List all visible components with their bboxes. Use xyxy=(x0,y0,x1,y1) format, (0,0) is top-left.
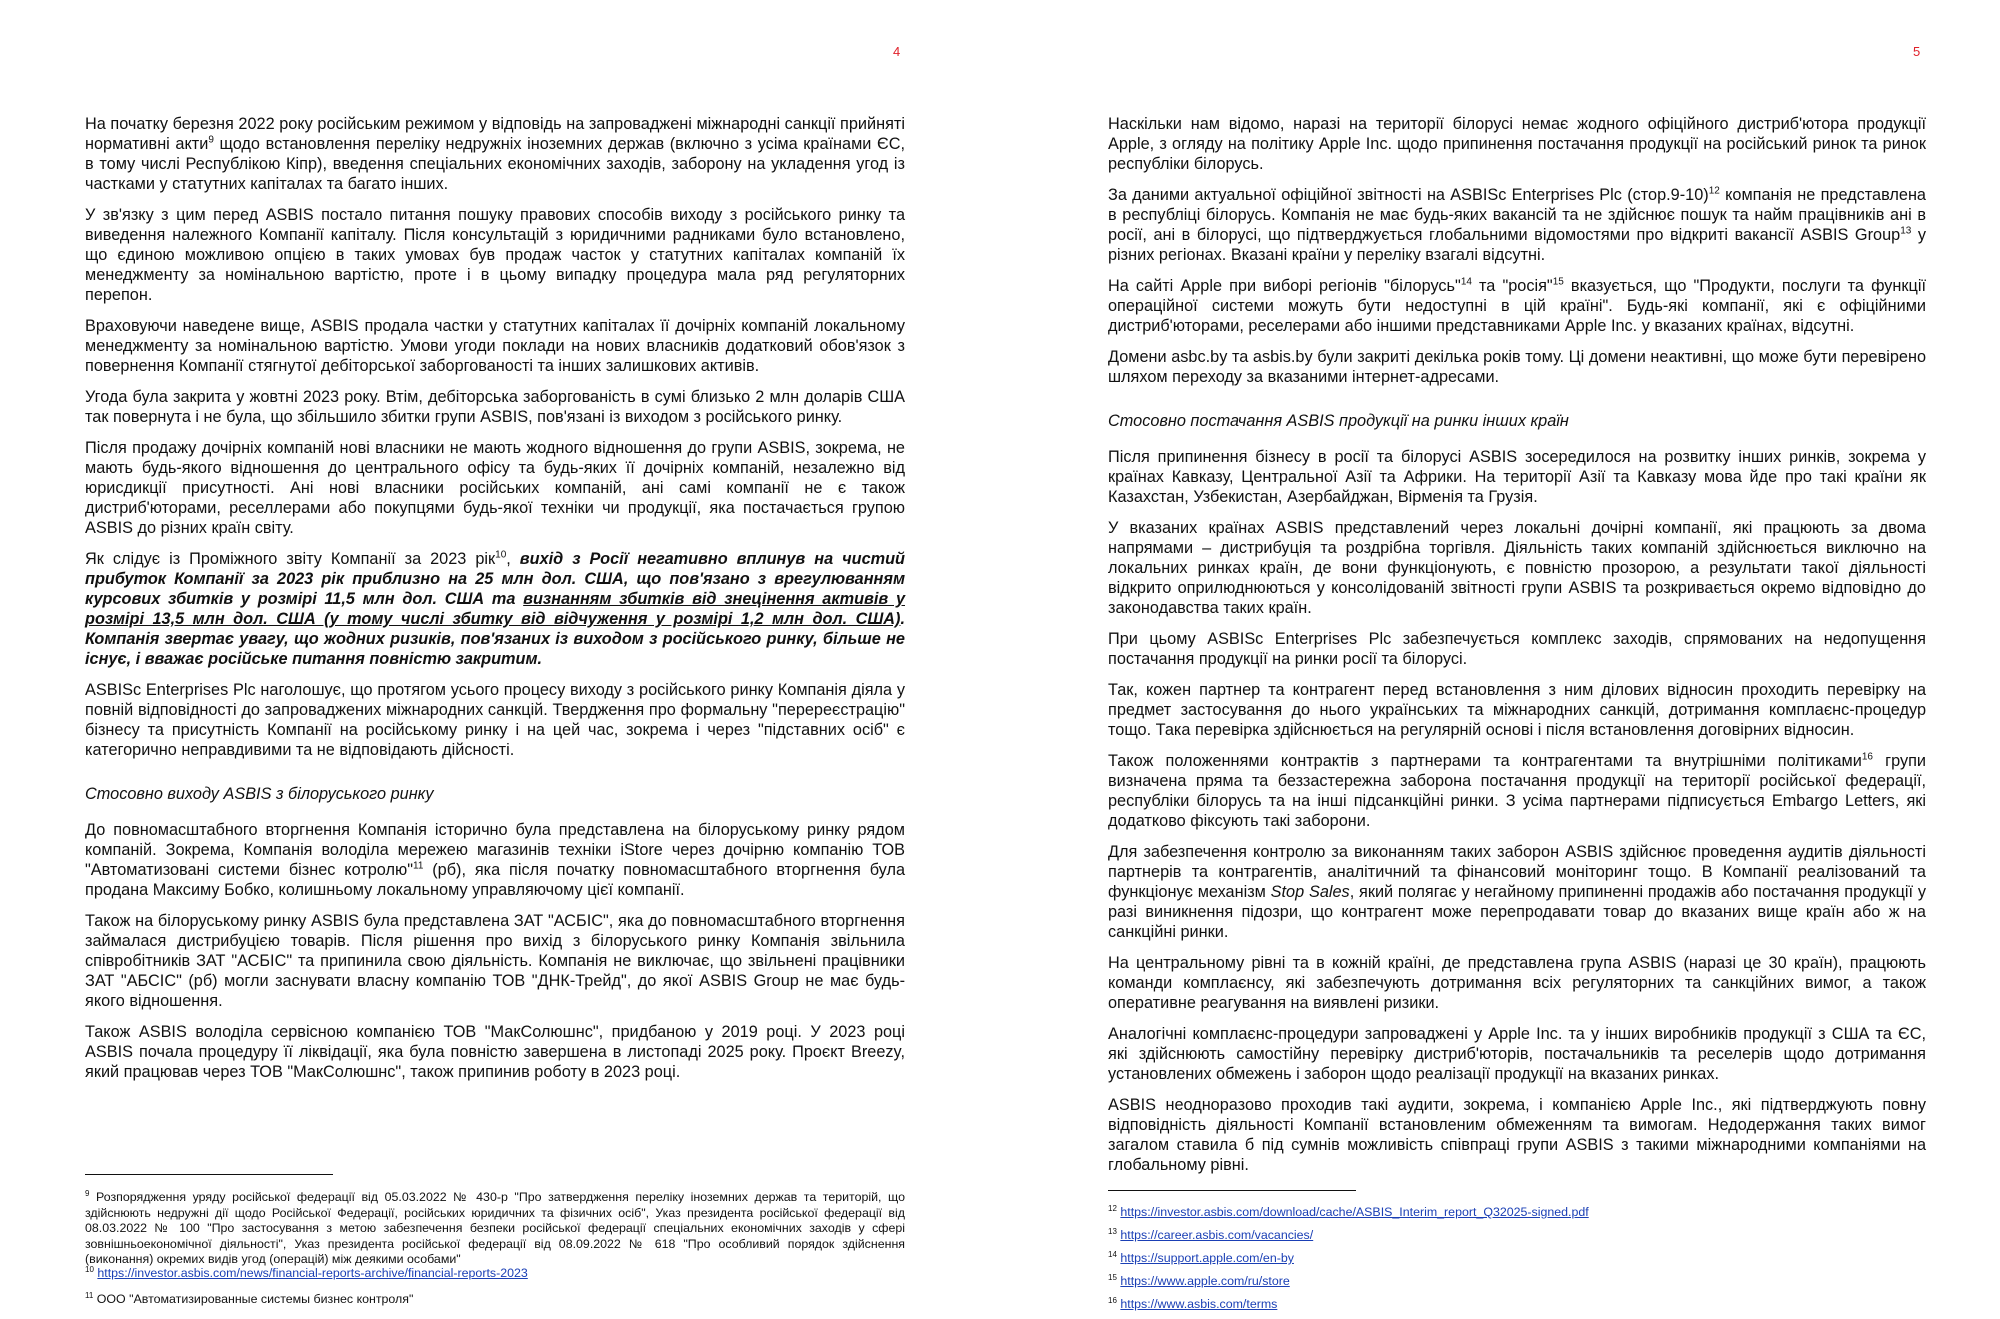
paragraph: Як слідує із Проміжного звіту Компанії за 2023 рік$^{10}$, вихід з Росії негативно вплинув на чистий прибуток Компанії за 2023 рік приблизно на 25 млн дол. США, що пов'язано з врегулюванням курсових збитків у розмірі 11,5 млн дол. США та визнанням збитків від знецінення активів у розмірі 13,5 млн дол. США (у тому числі збитку від відчуження у розмірі 1,2 млн дол. США). Компанія звертає увагу, що жодних ризиків, пов'язаних із виходом з російського ринку, більше не існує, і вважає російське питання повністю закритим. xyxy=(85,549,905,668)
section-heading: Стосовно постачання ASBIS продукції на ринки інших країн xyxy=(1108,412,1569,430)
paragraph: При цьому ASBISc Enterprises Plc забезпечується комплекс заходів, спрямованих на недопущення постачання продукції на ринки росії та білорусі. xyxy=(1108,630,1926,668)
paragraph: На центральному рівні та в кожній країні, де представлена група ASBIS (наразі це 30 країн), працюють команди комплаєнсу, які забезпечують дотримання всіх регуляторних та санкційних вимог, а також оперативне реагування на виявлені ризики. xyxy=(1108,954,1926,1012)
footnote-16: $^{16}$ https://www.asbis.com/terms xyxy=(1108,1295,1278,1311)
footnote-ref[interactable]: 14 xyxy=(1460,276,1472,288)
footnote-link[interactable]: https://www.apple.com/ru/store xyxy=(1120,1274,1290,1288)
footnote-link[interactable]: https://career.asbis.com/vacancies/ xyxy=(1120,1228,1314,1242)
paragraph: Аналогічні комплаєнс-процедури запроваджені у Apple Inc. та у інших виробників продукції з США та ЄС, які здійснюють самостійну перевірку дистриб'юторів, постачальників та реселерів щодо дотримання установлених обмежень і заборон щодо реалізації продукції на вказаних ринках. xyxy=(1108,1025,1926,1083)
paragraph: ASBISc Enterprises Plc наголошує, що протягом усього процесу виходу з російського ринку Компанія діяла у повній відповідності до запроваджених міжнародних санкцій. Твердження про формальну "перереєстрацію" бізнесу та присутність Компанії на російському ринку і на цей час, зокрема і через "підставних осіб" є категорично неправдивими та не відповідають дійсності. xyxy=(85,681,905,759)
footnote-11: $^{11}$ ООО "Автоматизированные системы бизнес контроля" xyxy=(85,1290,414,1306)
paragraph: На початку березня 2022 року російським режимом у відповідь на запроваджені міжнародні санкції прийняті нормативні акти$^9$ щодо встановлення переліку недружніх іноземних держав (включно з усіма країнами ЄС, в тому числі Республікою Кіпр), введення спеціальних економічних заходів, заборону на укладення угод із частками у статутних капіталах та багато інших. xyxy=(85,115,905,193)
footnote-separator xyxy=(1108,1190,1356,1191)
footnote-ref[interactable]: 13 xyxy=(1900,225,1912,237)
page-body xyxy=(1108,114,1926,1186)
paragraph: У вказаних країнах ASBIS представлений через локальні дочірні компанії, які працюють за двома напрямами – дистрибуція та роздрібна торгівля. Діяльність таких компаній здійснюється виключно на локальних ринках країн, де вони функціонують, є повністю прозорою, а результати такої діяльності відкрито оприлюднюються у консолідованій звітності групи ASBIS та розкривається окремо відповідно до законодавства таких країн. xyxy=(1108,519,1926,617)
footnote-13: $^{13}$ https://career.asbis.com/vacancies/ xyxy=(1108,1226,1314,1242)
footnote-separator xyxy=(85,1174,333,1175)
paragraph: Також положеннями контрактів з партнерами та контрагентами та внутрішніми політиками$^{16}$ групи визначена пряма та беззастережна заборона постачання продукції на території російської федерації, республіки білорусь та на інші підсанкційні ринки. З усіма партнерами підписується Embargo Letters, які додатково фіксують такі заборони. xyxy=(1108,751,1926,830)
footnote-ref[interactable]: 12 xyxy=(1708,185,1720,197)
paragraph: Домени asbc.by та asbis.by були закриті декілька років тому. Ці домени неактивні, що може бути перевірено шляхом переходу за вказаними інтернет-адресами. xyxy=(1108,348,1926,386)
paragraph: Після продажу дочірніх компаній нові власники не мають жодного відношення до групи ASBIS, зокрема, не мають будь-якого відношення до центрального офісу та будь-яких її дочірніх компаній, незалежно від юрисдикції присутності. Ані нові власники російських компаній, ані самі компанії не є також дистриб'юторами, реселлерами або покупцями будь-якої техніки чи продукції, яка постачається групою ASBIS до різних країн світу. xyxy=(85,439,905,537)
paragraph: На сайті Apple при виборі регіонів "білорусь"$^{14}$ та "росія"$^{15}$ вказується, що "Продукти, послуги та функції операційної системи можуть бути недоступні в цій країні". Будь-які компанії, які є офіційними дистриб'юторами, реселерами або іншими представниками Apple Inc. у вказаних країнах, відсутні. xyxy=(1108,276,1926,335)
paragraph: Також ASBIS володіла сервісною компанією ТОВ "МакСолюшнс", придбаною у 2019 році. У 2023 році ASBIS почала процедуру її ліквідації, яка була повністю завершена в листопаді 2025 року. Проєкт Breezy, який працював через ТОВ "МакСолюшнс", також припинив роботу в 2023 році. xyxy=(85,1023,905,1081)
paragraph: За даними актуальної офіційної звітності на ASBISc Enterprises Plc (стор.9-10)$^{12}$ компанія не представлена в республіці білорусь. Компанія не має будь-яких вакансій та не здійснює пошук та найм працівників ані в росії, ані в білорусі, що підтверджується глобальними відомостями про відкриті вакансії ASBIS Group$^{13}$ у різних регіонах. Вказані країни у переліку взагалі відсутні. xyxy=(1108,185,1926,264)
paragraph: Після припинення бізнесу в росії та білорусі ASBIS зосередилося на розвитку інших ринків, зокрема у країнах Кавказу, Центральної Азії та Африки. На території Азії та Кавказу мова йде про такі країни як Казахстан, Узбекистан, Азербайджан, Вірменія та Грузія. xyxy=(1108,448,1926,506)
footnote-ref[interactable]: 10 xyxy=(495,549,507,561)
paragraph: У зв'язку з цим перед ASBIS постало питання пошуку правових способів виходу з російського ринку та виведення належного Компанії капіталу. Після консультацій з юридичними радниками було встановлено, що єдиною можливою опцією в таких умовах був продаж часток у статутних капіталах компаній їх менеджменту за номінальною вартістю, проте і в цьому випадку процедура мала ряд регуляторних перепон. xyxy=(85,206,905,304)
footnote-10: $^{10}$ https://investor.asbis.com/news/financial-reports-archive/financial-reports-2023 xyxy=(85,1264,528,1280)
footnote-link[interactable]: https://www.asbis.com/terms xyxy=(1120,1297,1278,1311)
page-5 xyxy=(1000,0,2000,1319)
page-number: 4 xyxy=(893,44,901,59)
footnote-14: $^{14}$ https://support.apple.com/en-by xyxy=(1108,1249,1294,1265)
footnote-ref[interactable]: 16 xyxy=(1861,751,1873,763)
footnote-link[interactable]: https://investor.asbis.com/download/cache/ASBIS_Interim_report_Q32025-signed.pdf xyxy=(1120,1205,1589,1219)
footnote-12: $^{12}$ https://investor.asbis.com/download/cache/ASBIS_Interim_report_Q32025-signed.pdf xyxy=(1108,1203,1589,1219)
paragraph: Угода була закрита у жовтні 2023 року. Втім, дебіторська заборгованість в сумі близько 2 млн доларів США так повернута і не була, що збільшило збитки групи ASBIS, пов'язані із виходом з російського ринку. xyxy=(85,388,905,426)
footnote-ref[interactable]: 15 xyxy=(1552,276,1564,288)
footnote-ref[interactable]: 9 xyxy=(208,134,214,146)
footnote-link[interactable]: https://support.apple.com/en-by xyxy=(1120,1251,1294,1265)
footnote-link[interactable]: https://investor.asbis.com/news/financial-reports-archive/financial-reports-2023 xyxy=(97,1266,528,1280)
footnote-9: $^9$ Розпорядження уряду російської федерації від 05.03.2022 № 430-р "Про затвердження переліку іноземних держав та територій, що здійснюють недружні дії щодо Російської Федерації, російських юридичних та фізичних осіб", Указ президента російської федерації від 08.03.2022 № 100 "Про застосування з метою забезпечення безпеки російської федерації спеціальних економічних заходів у сфері зовнішньоекономічної діяльності", Указ президента російської федерації від 08.09.2022 № 618 "Про особливий порядок здійснення (виконання) окремих видів угод (операцій) між деякими особами" xyxy=(85,1188,905,1266)
page-body xyxy=(85,114,905,1093)
page-number: 5 xyxy=(1913,44,1921,59)
paragraph: Так, кожен партнер та контрагент перед встановлення з ним ділових відносин проходить перевірку на предмет застосування до нього українських та міжнародних санкцій, дотримання комплаєнс-процедур тощо. Така перевірка здійснюється на регулярній основі і після встановлення договірних відносин. xyxy=(1108,681,1926,739)
section-heading: Стосовно виходу ASBIS з білоруського ринку xyxy=(85,785,434,803)
paragraph: Враховуючи наведене вище, ASBIS продала частки у статутних капіталах її дочірніх компаній локальному менеджменту за номінальною вартістю. Умови угоди поклади на нових власників додатковий обов'язок з повернення Компанії стягнутої дебіторської заборгованості та інших залишкових активів. xyxy=(85,317,905,375)
paragraph: ASBIS неодноразово проходив такі аудити, зокрема, і компанією Apple Inc., які підтверджують повну відповідність діяльності Компанії встановленим обмеженням та вимогам. Недодержання таких вимог загалом ставила б під сумнів можливість співпраці групи ASBIS з такими міжнародними компаніями на глобальному рівні. xyxy=(1108,1096,1926,1174)
paragraph: Для забезпечення контролю за виконанням таких заборон ASBIS здійснює проведення аудитів діяльності партнерів та контрагентів, аналітичний та фінансовий моніторинг тощо. В Компанії реалізований та функціонує механізм Stop Sales, який полягає у негайному припиненні продажів або постачання продукції у разі виникнення підозри, що контрагент може перепродавати товар до вказаних вище країн або ж на санкційні ринки. xyxy=(1108,843,1927,941)
footnote-ref[interactable]: 11 xyxy=(413,860,424,872)
footnote-15: $^{15}$ https://www.apple.com/ru/store xyxy=(1108,1272,1290,1288)
paragraph: Наскільки нам відомо, наразі на території білорусі немає жодного офіційного дистриб'ютора продукції Apple, з огляду на політику Apple Inc. щодо припинення постачання продукції на російський ринок та ринок республіки білорусь. xyxy=(1108,115,1926,173)
paragraph: Також на білоруському ринку ASBIS була представлена ЗАТ "АСБІС", яка до повномасштабного вторгнення займалася дистрибуцією товарів. Після рішення про вихід з білоруського ринку Компанія звільнила співробітників ЗАТ "АСБІС" та припинила свою діяльність. Компанія не виключає, що звільнені працівники ЗАТ "АБСІС" (рб) могли заснувати власну компанію ТОВ "ДНК-Трейд", до якої ASBIS Group не має будь-якого відношення. xyxy=(85,912,905,1010)
paragraph: До повномасштабного вторгнення Компанія історично була представлена на білоруському ринку рядом компаній. Зокрема, Компанія володіла мережею магазинів техніки iStore через дочірню компанію ТОВ "Автоматизовані системи бізнес котролю"$^{11}$ (рб), яка після початку повномасштабного вторгнення була продана Максиму Бобко, колишньому локальному управляючому цієї компанії. xyxy=(85,821,905,899)
